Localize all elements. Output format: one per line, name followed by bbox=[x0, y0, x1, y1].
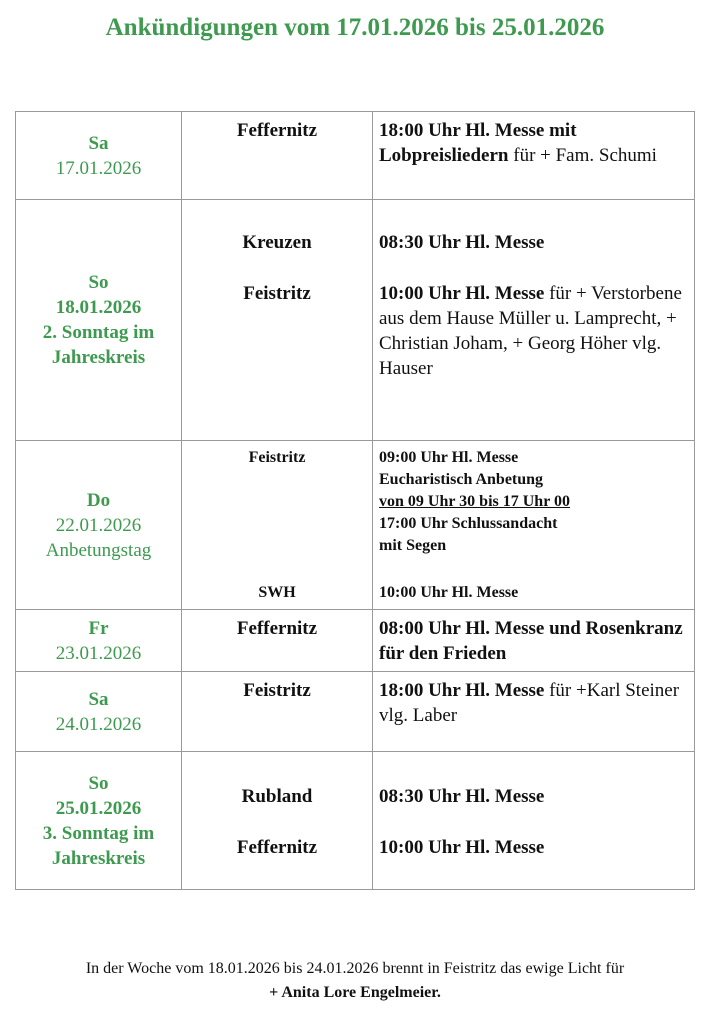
place: Feistritz bbox=[248, 449, 306, 466]
event-cell bbox=[373, 441, 695, 610]
event-cell bbox=[373, 672, 695, 752]
footer bbox=[0, 957, 710, 1005]
day-cell bbox=[16, 112, 182, 200]
table-row bbox=[16, 441, 695, 610]
occasion: 3. Sonntag im Jahreskreis bbox=[42, 822, 155, 869]
date: 22.01.2026 bbox=[55, 514, 142, 536]
table-row bbox=[16, 200, 695, 441]
table-row bbox=[16, 112, 695, 200]
event-line: 10:00 Uhr Hl. Messe bbox=[379, 584, 519, 601]
event-bold: 18:00 Uhr Hl. Messe bbox=[379, 680, 545, 701]
date: 24.01.2026 bbox=[55, 713, 142, 735]
footer-name: + Anita Lore Engelmeier. bbox=[269, 984, 441, 1001]
place-cell bbox=[182, 200, 373, 441]
place-cell bbox=[182, 112, 373, 200]
place: Feffernitz bbox=[236, 120, 318, 141]
occasion: Anbetungstag bbox=[45, 539, 152, 561]
date: 18.01.2026 bbox=[55, 297, 142, 318]
place-cell bbox=[182, 610, 373, 672]
event-bold: 08:00 Uhr Hl. Messe und Rosenkranz für den Frieden bbox=[379, 618, 683, 664]
place: Feistritz bbox=[243, 680, 311, 701]
place: Rubland bbox=[241, 786, 313, 807]
occasion: 2. Sonntag im Jahreskreis bbox=[42, 322, 155, 368]
weekday: Sa bbox=[88, 688, 109, 710]
event-bold: 08:30 Uhr Hl. Messe bbox=[379, 232, 545, 253]
weekday: So bbox=[88, 272, 109, 293]
event-cell bbox=[373, 610, 695, 672]
weekday: So bbox=[88, 772, 109, 794]
event-text: für + Fam. Schumi bbox=[508, 145, 657, 166]
place-cell bbox=[182, 441, 373, 610]
event-line: Eucharistisch Anbetung bbox=[379, 471, 544, 488]
place: Feffernitz bbox=[236, 618, 318, 639]
day-cell bbox=[16, 610, 182, 672]
day-cell bbox=[16, 441, 182, 610]
day-cell bbox=[16, 752, 182, 890]
place: Feistritz bbox=[243, 283, 311, 304]
table-row bbox=[16, 752, 695, 890]
event-line: mit Segen bbox=[379, 537, 447, 554]
footer-line: In der Woche vom 18.01.2026 bis 24.01.2026 brennt in Feistritz das ewige Licht für bbox=[85, 960, 625, 977]
event-bold: 18:00 Uhr Hl. Messe mit Lobpreisliedern bbox=[379, 120, 577, 166]
day-cell bbox=[16, 672, 182, 752]
event-text: für +Karl Steiner vlg. Laber bbox=[379, 680, 680, 726]
event-line: 17:00 Uhr Schlussandacht bbox=[379, 515, 558, 532]
day-cell bbox=[16, 200, 182, 441]
date: 23.01.2026 bbox=[55, 642, 142, 664]
place-cell bbox=[182, 672, 373, 752]
place-cell bbox=[182, 752, 373, 890]
event-cell bbox=[373, 112, 695, 200]
page-title: Ankündigungen vom 17.01.2026 bis 25.01.2026 bbox=[105, 14, 605, 41]
event-bold: 08:30 Uhr Hl. Messe bbox=[379, 786, 545, 807]
weekday: Fr bbox=[88, 617, 109, 639]
place: Kreuzen bbox=[242, 232, 312, 253]
date: 17.01.2026 bbox=[55, 157, 142, 179]
weekday: Do bbox=[86, 489, 111, 511]
event-line: 09:00 Uhr Hl. Messe bbox=[379, 449, 519, 466]
weekday: Sa bbox=[88, 132, 109, 154]
event-cell bbox=[373, 200, 695, 441]
place: SWH bbox=[258, 584, 296, 601]
event-text: für + Verstorbene aus dem Hause Müller u. Lamprecht, + Christian Joham, + Georg Höher vlg. Hauser bbox=[379, 283, 682, 379]
table-row bbox=[16, 672, 695, 752]
table-row bbox=[16, 610, 695, 672]
event-cell bbox=[373, 752, 695, 890]
event-line: von 09 Uhr 30 bis 17 Uhr 00 bbox=[379, 493, 570, 510]
place: Feffernitz bbox=[236, 837, 318, 858]
event-bold: 10:00 Uhr Hl. Messe bbox=[379, 283, 545, 304]
event-bold: 10:00 Uhr Hl. Messe bbox=[379, 837, 545, 858]
date: 25.01.2026 bbox=[55, 797, 142, 819]
schedule-table bbox=[15, 111, 695, 890]
